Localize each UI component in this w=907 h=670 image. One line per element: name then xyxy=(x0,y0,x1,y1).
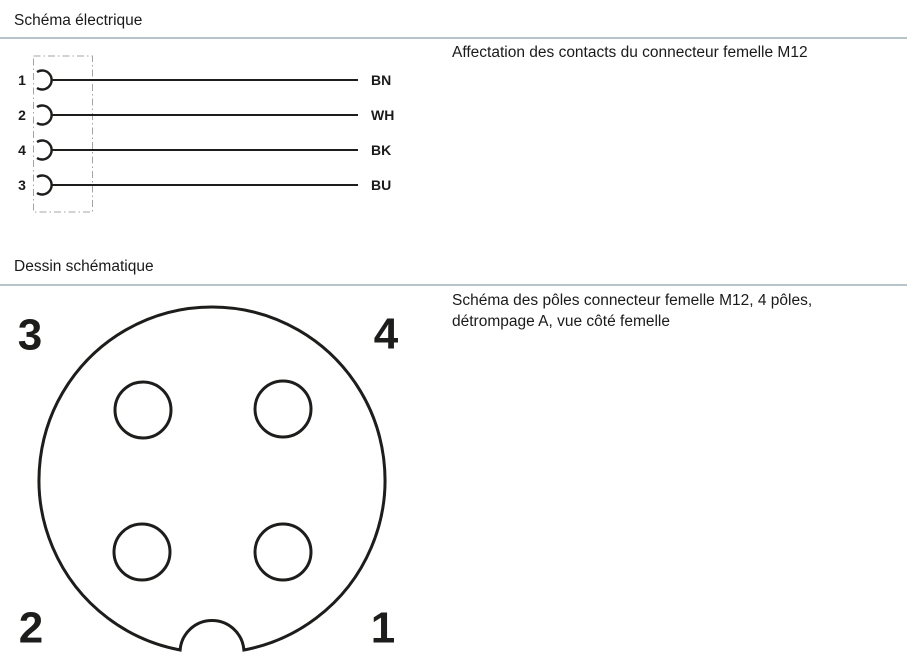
wire-color-label: BN xyxy=(371,72,392,88)
drawing-caption-line1: Schéma des pôles connecteur femelle M12, 4 pôles, xyxy=(452,292,813,309)
female-contact-icon xyxy=(37,141,52,160)
pin-row xyxy=(18,106,394,125)
connector-face-drawing xyxy=(0,285,440,670)
pin-row xyxy=(18,71,391,90)
female-contact-icon xyxy=(37,175,52,194)
drawing-caption-line2: détrompage A, vue côté femelle xyxy=(452,313,670,330)
pin-number: 1 xyxy=(18,72,26,88)
wire-color-label: BK xyxy=(371,142,392,158)
drawing-caption xyxy=(452,290,907,332)
connector-face-outline xyxy=(39,307,385,650)
female-contact-icon xyxy=(37,106,52,125)
pin-row xyxy=(18,141,391,160)
section-divider xyxy=(0,37,907,39)
female-contact-icon xyxy=(37,71,52,90)
electrical-schematic xyxy=(0,40,440,230)
pole-label-bottom-right: 1 xyxy=(370,603,396,653)
wire-color-label: WH xyxy=(371,107,395,123)
pin-number: 4 xyxy=(18,142,26,158)
pole-label-top-left: 3 xyxy=(17,310,43,360)
section-title-drawing: Dessin schématique xyxy=(14,258,154,275)
pole-label-bottom-left: 2 xyxy=(18,603,44,653)
wire-color-label: BU xyxy=(371,177,392,193)
pin-number: 2 xyxy=(18,107,26,123)
pole-label-top-right: 4 xyxy=(373,309,399,359)
electrical-caption: Affectation des contacts du connecteur femelle M12 xyxy=(452,44,808,61)
pin-number: 3 xyxy=(18,177,26,193)
pin-row xyxy=(18,175,391,194)
section-title-electrical: Schéma électrique xyxy=(14,12,143,29)
